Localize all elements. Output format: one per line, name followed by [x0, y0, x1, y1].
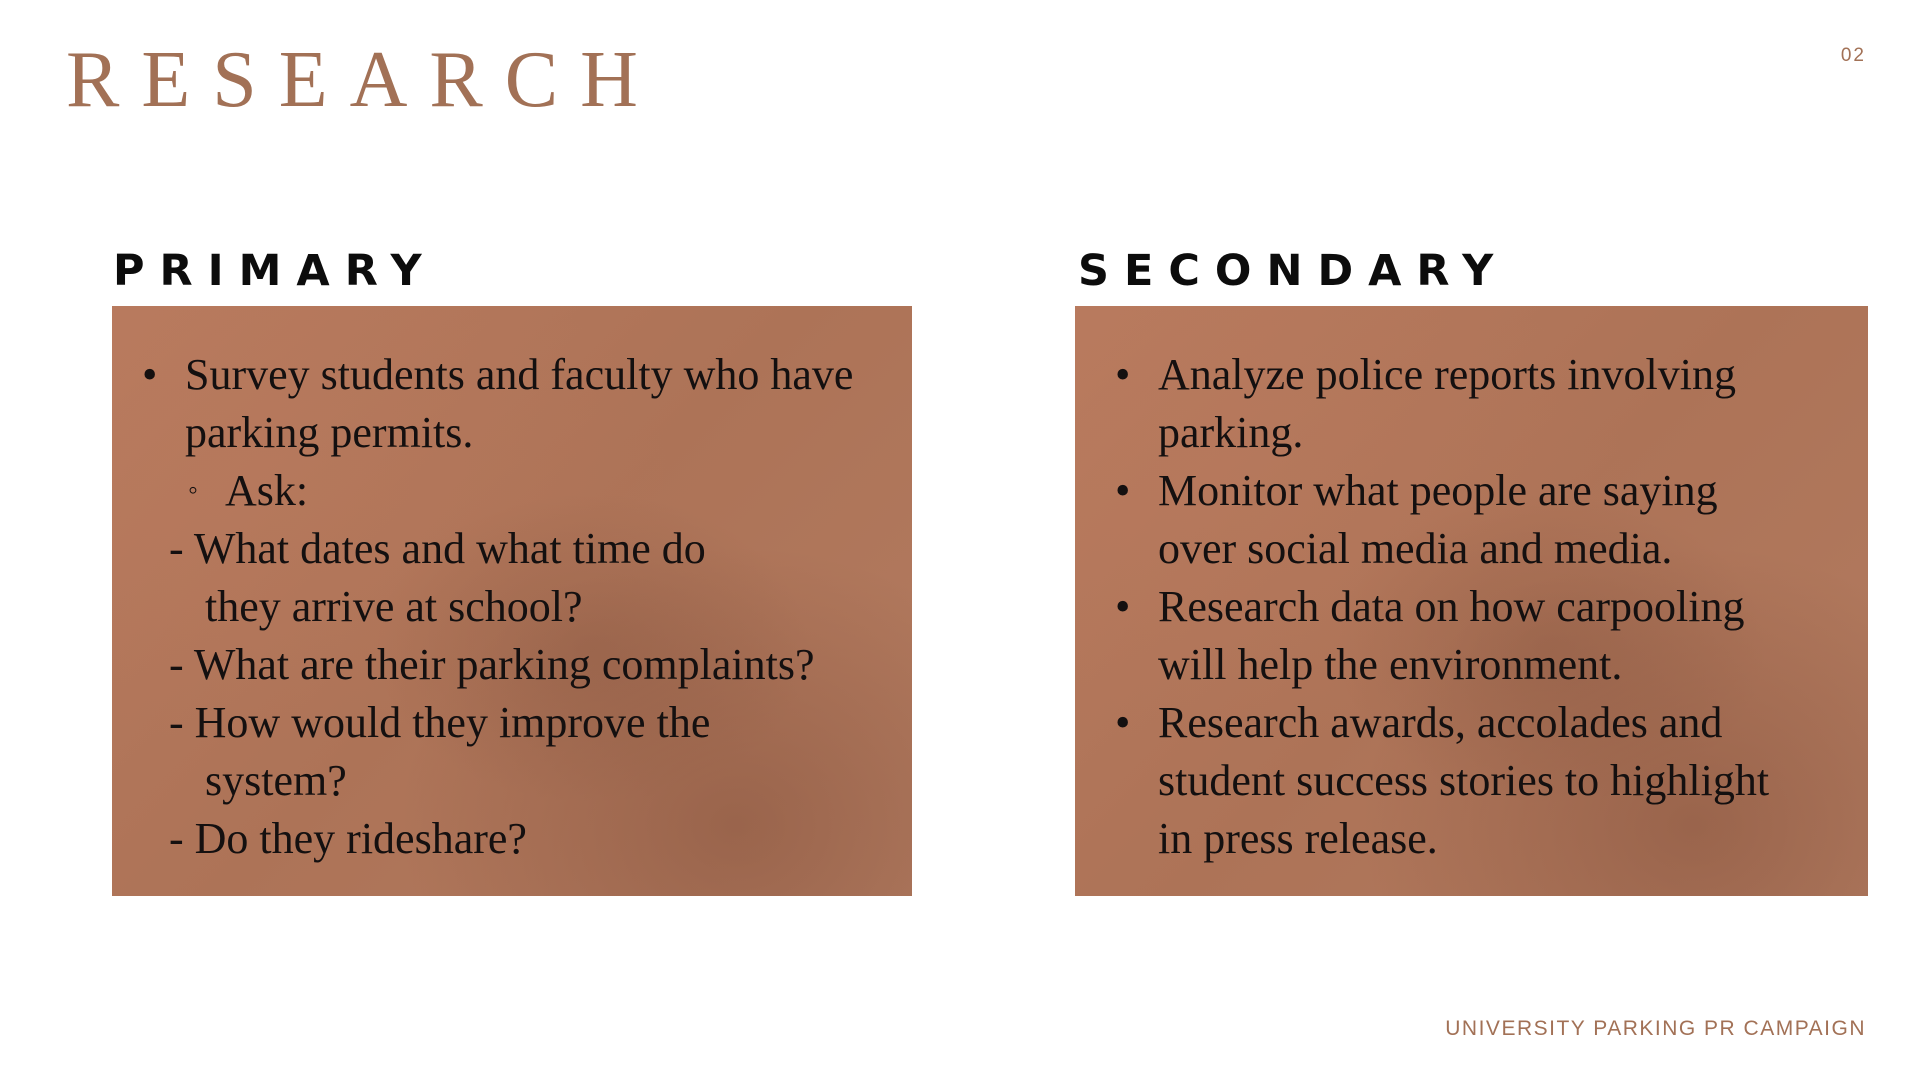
primary-bullet-item — [142, 346, 892, 404]
secondary-line-text: in press release. — [1158, 814, 1438, 863]
secondary-bullet-item — [1115, 694, 1848, 752]
primary-research-panel — [112, 306, 912, 896]
secondary-heading: SECONDARY — [1078, 246, 1509, 296]
secondary-line-text: Analyze police reports involving — [1158, 350, 1736, 399]
primary-line-text: - What are their parking complaints? — [169, 640, 815, 689]
slide-title: RESEARCH — [66, 36, 660, 124]
primary-sub-bullet-item — [142, 462, 892, 520]
secondary-line-text: Monitor what people are saying — [1158, 466, 1718, 515]
secondary-bullet-item — [1115, 346, 1848, 404]
primary-line-text: - What dates and what time do — [169, 524, 706, 573]
secondary-line-text: Research data on how carpooling — [1158, 582, 1745, 631]
secondary-line-text: parking. — [1158, 408, 1304, 457]
secondary-line-text: Research awards, accolades and — [1158, 698, 1723, 747]
primary-line-text: they arrive at school? — [205, 582, 583, 631]
secondary-bullet-item — [1115, 462, 1848, 520]
primary-line-text: parking permits. — [185, 408, 474, 457]
bullet-icon: • — [1115, 350, 1131, 399]
bullet-icon: • — [142, 350, 158, 399]
secondary-line-text: over social media and media. — [1158, 524, 1673, 573]
footer-campaign-label: UNIVERSITY PARKING PR CAMPAIGN — [1445, 1017, 1866, 1040]
bullet-icon: • — [1115, 466, 1131, 515]
primary-line-text: - Do they rideshare? — [169, 814, 527, 863]
secondary-bullet-item — [1115, 578, 1848, 636]
secondary-line-text: student success stories to highlight — [1158, 756, 1770, 805]
secondary-line-text: will help the environment. — [1158, 640, 1623, 689]
page-number: 02 — [1840, 45, 1866, 66]
primary-line-text: system? — [205, 756, 347, 805]
hollow-bullet-icon: ◦ — [188, 475, 198, 506]
primary-heading: PRIMARY — [113, 246, 437, 296]
secondary-research-panel — [1075, 306, 1868, 896]
primary-line-text: Ask: — [225, 466, 309, 515]
bullet-icon: • — [1115, 698, 1131, 747]
primary-line-text: Survey students and faculty who have — [185, 350, 854, 399]
bullet-icon: • — [1115, 582, 1131, 631]
primary-line-text: - How would they improve the — [169, 698, 711, 747]
